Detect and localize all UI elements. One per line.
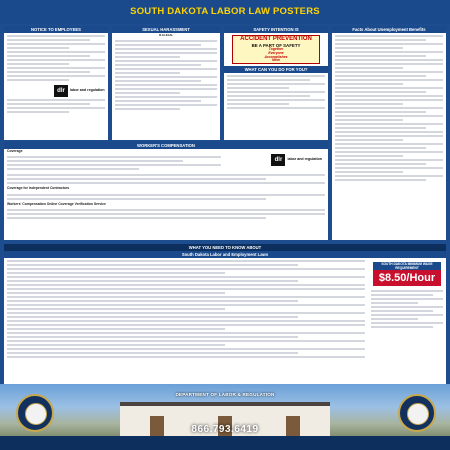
text-line bbox=[7, 324, 365, 326]
sexual-harassment-heading: SEXUAL HARASSMENT bbox=[112, 26, 220, 33]
text-line bbox=[335, 127, 426, 129]
text-line bbox=[7, 59, 105, 61]
text-line bbox=[7, 107, 105, 109]
text-line bbox=[7, 340, 365, 342]
text-line bbox=[115, 64, 201, 66]
text-line bbox=[335, 131, 443, 133]
text-line bbox=[335, 143, 443, 145]
text-line bbox=[7, 272, 225, 274]
text-line bbox=[335, 99, 443, 101]
safety-panel bbox=[224, 26, 328, 140]
text-line bbox=[335, 43, 443, 45]
text-line bbox=[335, 155, 403, 157]
what-you-need-heading: WHAT YOU NEED TO KNOW ABOUT bbox=[4, 244, 446, 251]
text-line bbox=[335, 63, 443, 65]
text-line bbox=[115, 48, 217, 50]
poster-title: SOUTH DAKOTA LABOR LAW POSTERS bbox=[0, 0, 450, 24]
text-line bbox=[7, 51, 105, 53]
text-line bbox=[7, 332, 365, 334]
what-you-need-panel bbox=[4, 244, 446, 384]
safety-item: Accomplishes bbox=[264, 54, 288, 59]
workers-comp-online-label: Workers' Compensation Online Coverage Verification Service bbox=[7, 201, 106, 206]
seal-center bbox=[25, 403, 47, 425]
minimum-wage-label: SOUTH DAKOTA MINIMUM WAGE REQUIREMENT bbox=[381, 262, 433, 270]
text-line bbox=[335, 79, 443, 81]
text-line bbox=[7, 99, 105, 101]
text-line bbox=[335, 67, 403, 69]
dlr-logo-mark: dlr bbox=[271, 154, 285, 166]
text-line bbox=[335, 115, 443, 117]
text-line bbox=[115, 76, 217, 78]
text-line bbox=[335, 135, 443, 137]
text-line bbox=[7, 164, 221, 166]
text-line bbox=[335, 139, 403, 141]
text-line bbox=[115, 52, 217, 54]
text-line bbox=[7, 300, 298, 302]
text-line bbox=[371, 326, 433, 328]
text-line bbox=[7, 55, 90, 57]
text-line bbox=[335, 59, 443, 61]
unemployment-heading: Facts About Unemployment Benefits bbox=[332, 26, 446, 33]
text-line bbox=[335, 51, 443, 53]
text-line bbox=[371, 306, 443, 308]
text-line bbox=[371, 302, 418, 304]
text-line bbox=[7, 344, 225, 346]
text-line bbox=[7, 328, 225, 330]
safety-heading: SAFETY INTENTION IS bbox=[224, 26, 328, 33]
notice-to-employees-heading: NOTICE TO EMPLOYEES bbox=[4, 26, 108, 33]
text-line bbox=[227, 87, 289, 89]
text-line bbox=[335, 171, 403, 173]
text-line bbox=[115, 72, 180, 74]
text-line bbox=[7, 198, 266, 200]
dlr-logo-mark: dlr bbox=[54, 85, 68, 97]
dlr-logo-text: labor and regulation bbox=[287, 157, 322, 162]
text-line bbox=[7, 280, 298, 282]
text-line bbox=[7, 111, 69, 113]
text-line bbox=[7, 336, 298, 338]
safety-callout bbox=[232, 35, 320, 64]
text-line bbox=[7, 67, 105, 69]
safety-item: More bbox=[271, 58, 281, 63]
text-line bbox=[335, 119, 403, 121]
text-line bbox=[115, 60, 217, 62]
text-line bbox=[335, 39, 426, 41]
text-line bbox=[115, 108, 180, 110]
text-line bbox=[335, 91, 426, 93]
text-line bbox=[115, 44, 201, 46]
text-line bbox=[7, 260, 365, 262]
text-line bbox=[115, 104, 217, 106]
text-line bbox=[7, 264, 298, 266]
footer-phone: 866.793.6419 bbox=[191, 424, 259, 435]
workers-comp-heading: WORKER'S COMPENSATION bbox=[4, 142, 328, 149]
text-line bbox=[335, 167, 443, 169]
text-line bbox=[115, 56, 180, 58]
what-can-you-do-heading: WHAT CAN YOU DO FOR YOU? bbox=[224, 66, 328, 73]
text-line bbox=[7, 356, 365, 358]
text-line bbox=[335, 107, 443, 109]
safety-item: Everyone bbox=[268, 50, 284, 55]
safety-title: ACCIDENT PREVENTION bbox=[240, 36, 312, 42]
text-line bbox=[335, 175, 443, 177]
text-line bbox=[7, 268, 365, 270]
dlr-logo bbox=[271, 154, 322, 166]
text-line bbox=[7, 284, 365, 286]
text-line bbox=[227, 83, 325, 85]
text-line bbox=[335, 47, 403, 49]
text-line bbox=[7, 178, 266, 180]
text-line bbox=[7, 75, 105, 77]
safety-item: Together bbox=[268, 47, 284, 51]
safety-subtitle: BE A PART OF SAFETY bbox=[251, 43, 301, 48]
text-line bbox=[335, 159, 443, 161]
text-line bbox=[227, 95, 310, 97]
minimum-wage-box bbox=[373, 262, 441, 286]
text-line bbox=[7, 47, 69, 49]
minimum-wage-amount: $8.50/Hour bbox=[373, 270, 441, 286]
text-line bbox=[7, 43, 105, 45]
text-line bbox=[7, 304, 365, 306]
text-line bbox=[371, 318, 418, 320]
text-line bbox=[115, 96, 217, 98]
text-line bbox=[335, 55, 426, 57]
workers-comp-panel bbox=[4, 142, 328, 240]
text-line bbox=[7, 182, 325, 184]
text-line bbox=[115, 80, 201, 82]
text-line bbox=[335, 35, 443, 37]
unemployment-panel bbox=[332, 26, 446, 240]
text-line bbox=[371, 322, 443, 324]
text-line bbox=[227, 99, 325, 101]
text-line bbox=[7, 174, 325, 176]
text-line bbox=[7, 296, 365, 298]
text-line bbox=[115, 100, 201, 102]
text-line bbox=[335, 75, 426, 77]
text-line bbox=[371, 290, 443, 292]
text-line bbox=[371, 294, 433, 296]
text-line bbox=[335, 87, 443, 89]
text-line bbox=[371, 298, 443, 300]
text-line bbox=[7, 160, 183, 162]
seal-center bbox=[407, 403, 429, 425]
text-line bbox=[7, 352, 298, 354]
text-line bbox=[115, 92, 180, 94]
text-line bbox=[7, 209, 325, 211]
text-line bbox=[335, 83, 403, 85]
text-line bbox=[227, 91, 325, 93]
text-line bbox=[7, 292, 225, 294]
text-line bbox=[7, 168, 139, 170]
text-line bbox=[227, 75, 325, 77]
text-line bbox=[7, 103, 90, 105]
sexual-harassment-panel bbox=[112, 26, 220, 140]
workers-comp-coverage-label: Coverage bbox=[7, 149, 23, 153]
text-line bbox=[115, 68, 217, 70]
dlr-logo bbox=[54, 85, 108, 97]
text-line bbox=[335, 147, 426, 149]
text-line bbox=[335, 179, 426, 181]
text-line bbox=[7, 316, 298, 318]
text-line bbox=[335, 163, 426, 165]
text-line bbox=[7, 276, 365, 278]
text-line bbox=[227, 107, 325, 109]
text-line bbox=[335, 111, 426, 113]
notice-to-employees-panel bbox=[4, 26, 108, 140]
text-line bbox=[7, 217, 266, 219]
text-line bbox=[7, 39, 90, 41]
text-line bbox=[115, 84, 217, 86]
text-line bbox=[7, 308, 225, 310]
text-line bbox=[7, 320, 365, 322]
text-line bbox=[7, 213, 325, 215]
text-line bbox=[227, 103, 289, 105]
text-line bbox=[335, 123, 443, 125]
dlr-logo-text: labor and regulation bbox=[70, 88, 105, 93]
text-line bbox=[7, 348, 365, 350]
text-line bbox=[7, 288, 365, 290]
text-line bbox=[115, 88, 217, 90]
text-line bbox=[335, 151, 443, 153]
text-line bbox=[7, 63, 69, 65]
sexual-harassment-subheading: IS ILLEGAL bbox=[158, 34, 174, 37]
text-line bbox=[335, 71, 443, 73]
text-line bbox=[7, 194, 325, 196]
text-line bbox=[335, 103, 403, 105]
text-line bbox=[227, 79, 310, 81]
footer-strip bbox=[0, 436, 450, 450]
text-line bbox=[7, 156, 221, 158]
text-line bbox=[371, 310, 433, 312]
footer-department: DEPARTMENT OF LABOR & REGULATION bbox=[175, 392, 275, 397]
text-line bbox=[115, 40, 217, 42]
text-line bbox=[7, 312, 365, 314]
text-line bbox=[7, 71, 90, 73]
text-line bbox=[7, 79, 69, 81]
text-line bbox=[335, 95, 443, 97]
what-you-need-subheading: South Dakota Labor and Employment Laws bbox=[4, 251, 446, 258]
text-line bbox=[7, 35, 105, 37]
workers-comp-independent-label: Coverage for Independent Contractors bbox=[7, 186, 70, 191]
text-line bbox=[371, 314, 443, 316]
